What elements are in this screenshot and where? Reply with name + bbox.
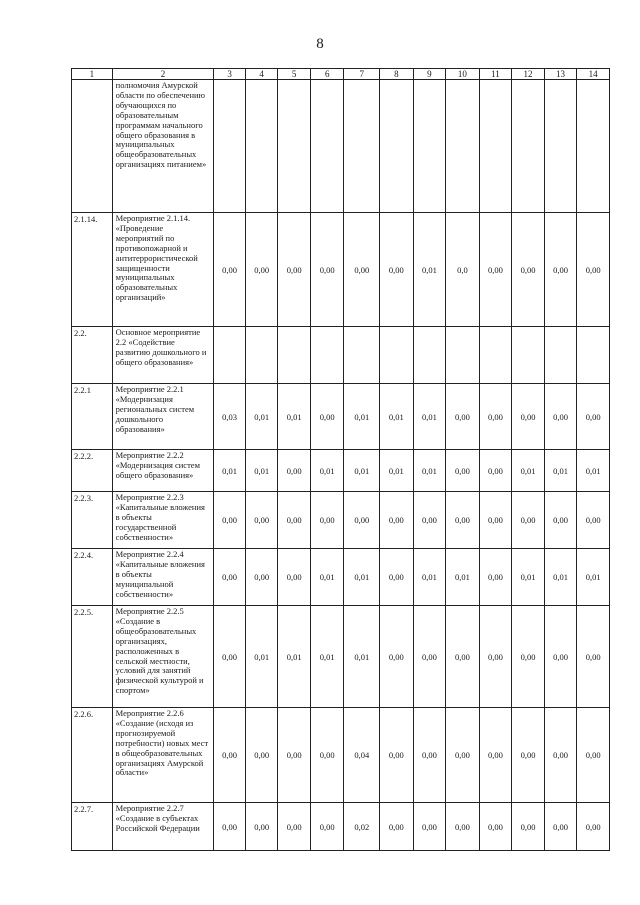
- value-cell: 0,00: [245, 708, 278, 803]
- value-cell: 0,01: [512, 549, 545, 606]
- row-number: 2.1.14.: [72, 213, 113, 327]
- column-header: 3: [214, 69, 246, 80]
- row-number: [72, 80, 113, 213]
- row-name: полномочия Амурской области по обеспечению обучающихся по образовательным программам начального общего образования в муниципальных общеобразовательных организациях питанием»: [112, 80, 214, 213]
- row-name: Мероприятие 2.2.4 «Капитальные вложения в объекты муниципальной собственности»: [112, 549, 214, 606]
- value-cell: 0,00: [310, 213, 344, 327]
- value-cell: 0,00: [380, 803, 414, 851]
- value-cell: [544, 80, 577, 213]
- value-cell: 0,00: [278, 549, 311, 606]
- row-name: Мероприятие 2.2.2 «Модернизация систем общего образования»: [112, 450, 214, 492]
- value-cell: [413, 80, 446, 213]
- value-cell: 0,00: [214, 708, 246, 803]
- row-name: Основное мероприятие 2.2 «Содействие развитию дошкольного и общего образования»: [112, 327, 214, 384]
- value-cell: 0,00: [214, 606, 246, 708]
- value-cell: 0,01: [577, 549, 610, 606]
- column-header: 5: [278, 69, 311, 80]
- value-cell: 0,00: [479, 213, 512, 327]
- value-cell: 0,00: [577, 606, 610, 708]
- column-header: 4: [245, 69, 278, 80]
- row-number: 2.2.5.: [72, 606, 113, 708]
- row-name: Мероприятие 2.2.5 «Создание в общеобразовательных организациях, расположенных в сельской местности, условий для занятий физической культурой и спортом»: [112, 606, 214, 708]
- value-cell: 0,01: [413, 384, 446, 450]
- value-cell: 0,00: [278, 708, 311, 803]
- value-cell: 0,01: [413, 213, 446, 327]
- value-cell: 0,00: [344, 213, 380, 327]
- value-cell: 0,01: [344, 450, 380, 492]
- value-cell: 0,00: [245, 213, 278, 327]
- table-row: [72, 606, 610, 708]
- value-cell: [310, 80, 344, 213]
- value-cell: 0,01: [577, 450, 610, 492]
- value-cell: 0,01: [245, 606, 278, 708]
- column-header: 10: [446, 69, 480, 80]
- value-cell: 0,01: [245, 384, 278, 450]
- row-number: 2.2.2.: [72, 450, 113, 492]
- value-cell: [380, 327, 414, 384]
- value-cell: 0,00: [479, 549, 512, 606]
- value-cell: [577, 80, 610, 213]
- value-cell: 0,01: [413, 450, 446, 492]
- value-cell: 0,01: [380, 450, 414, 492]
- value-cell: 0,01: [544, 549, 577, 606]
- value-cell: 0,01: [344, 549, 380, 606]
- value-cell: [344, 80, 380, 213]
- column-header: 6: [310, 69, 344, 80]
- value-cell: 0,0: [446, 213, 480, 327]
- value-cell: 0,00: [446, 384, 480, 450]
- row-number: 2.2.3.: [72, 492, 113, 549]
- value-cell: 0,00: [577, 708, 610, 803]
- value-cell: 0,00: [278, 803, 311, 851]
- value-cell: 0,00: [479, 803, 512, 851]
- column-header: 12: [512, 69, 545, 80]
- table-row: [72, 384, 610, 450]
- value-cell: [512, 80, 545, 213]
- value-cell: 0,00: [310, 708, 344, 803]
- value-cell: [413, 327, 446, 384]
- value-cell: 0,00: [512, 384, 545, 450]
- row-number: 2.2.4.: [72, 549, 113, 606]
- value-cell: 0,00: [512, 803, 545, 851]
- value-cell: [278, 327, 311, 384]
- value-cell: 0,00: [544, 803, 577, 851]
- value-cell: 0,00: [446, 708, 480, 803]
- value-cell: 0,03: [214, 384, 246, 450]
- value-cell: 0,00: [479, 492, 512, 549]
- column-header: 13: [544, 69, 577, 80]
- value-cell: 0,01: [344, 384, 380, 450]
- value-cell: 0,00: [310, 492, 344, 549]
- table-row: [72, 450, 610, 492]
- value-cell: 0,00: [380, 606, 414, 708]
- row-number: 2.2.7.: [72, 803, 113, 851]
- value-cell: 0,00: [544, 606, 577, 708]
- value-cell: [214, 327, 246, 384]
- table-row: [72, 327, 610, 384]
- value-cell: 0,00: [512, 606, 545, 708]
- value-cell: 0,00: [413, 606, 446, 708]
- value-cell: 0,01: [512, 450, 545, 492]
- value-cell: 0,00: [479, 708, 512, 803]
- value-cell: 0,00: [245, 549, 278, 606]
- value-cell: 0,00: [479, 450, 512, 492]
- value-cell: 0,00: [479, 384, 512, 450]
- value-cell: 0,01: [380, 384, 414, 450]
- value-cell: [344, 327, 380, 384]
- value-cell: 0,01: [214, 450, 246, 492]
- value-cell: 0,00: [380, 213, 414, 327]
- column-header: 7: [344, 69, 380, 80]
- value-cell: 0,00: [577, 384, 610, 450]
- value-cell: 0,00: [278, 450, 311, 492]
- value-cell: 0,01: [278, 384, 311, 450]
- value-cell: 0,01: [344, 606, 380, 708]
- row-number: 2.2.1: [72, 384, 113, 450]
- table-row: [72, 803, 610, 851]
- value-cell: 0,01: [310, 606, 344, 708]
- column-header: 8: [380, 69, 414, 80]
- value-cell: 0,00: [446, 492, 480, 549]
- table-row: [72, 708, 610, 803]
- value-cell: 0,00: [544, 213, 577, 327]
- value-cell: [479, 80, 512, 213]
- table-row: [72, 492, 610, 549]
- value-cell: [380, 80, 414, 213]
- value-cell: 0,00: [544, 384, 577, 450]
- value-cell: 0,00: [413, 803, 446, 851]
- column-header: 9: [413, 69, 446, 80]
- table-row: [72, 213, 610, 327]
- value-cell: [245, 327, 278, 384]
- value-cell: 0,00: [380, 549, 414, 606]
- value-cell: 0,00: [214, 549, 246, 606]
- row-name: Мероприятие 2.2.3 «Капитальные вложения в объекты государственной собственности»: [112, 492, 214, 549]
- value-cell: [577, 327, 610, 384]
- value-cell: 0,00: [577, 213, 610, 327]
- value-cell: 0,00: [512, 492, 545, 549]
- value-cell: 0,00: [245, 492, 278, 549]
- table-row: [72, 80, 610, 213]
- value-cell: 0,00: [446, 606, 480, 708]
- value-cell: 0,00: [245, 803, 278, 851]
- value-cell: 0,00: [512, 708, 545, 803]
- value-cell: 0,00: [413, 708, 446, 803]
- indicators-table: [71, 68, 610, 851]
- value-cell: [544, 327, 577, 384]
- value-cell: [245, 80, 278, 213]
- value-cell: 0,00: [278, 492, 311, 549]
- value-cell: 0,00: [214, 213, 246, 327]
- value-cell: 0,02: [344, 803, 380, 851]
- value-cell: 0,00: [380, 708, 414, 803]
- value-cell: 0,00: [512, 213, 545, 327]
- header-row: [72, 69, 610, 80]
- value-cell: [214, 80, 246, 213]
- value-cell: [446, 327, 480, 384]
- row-name: Мероприятие 2.1.14. «Проведение мероприятий по противопожарной и антитеррористической защищенности муниципальных образовательных организаций»: [112, 213, 214, 327]
- value-cell: 0,01: [278, 606, 311, 708]
- value-cell: 0,01: [544, 450, 577, 492]
- value-cell: 0,00: [544, 708, 577, 803]
- value-cell: 0,01: [245, 450, 278, 492]
- row-number: 2.2.: [72, 327, 113, 384]
- value-cell: 0,00: [278, 213, 311, 327]
- value-cell: 0,01: [446, 549, 480, 606]
- table-row: [72, 549, 610, 606]
- value-cell: 0,00: [577, 492, 610, 549]
- value-cell: 0,00: [310, 384, 344, 450]
- row-name: Мероприятие 2.2.7 «Создание в субъектах Российской Федерации: [112, 803, 214, 851]
- row-name: Мероприятие 2.2.1 «Модернизация региональных систем дошкольного образования»: [112, 384, 214, 450]
- value-cell: 0,00: [446, 803, 480, 851]
- column-header: 14: [577, 69, 610, 80]
- value-cell: 0,01: [310, 450, 344, 492]
- value-cell: 0,00: [446, 450, 480, 492]
- value-cell: 0,01: [310, 549, 344, 606]
- value-cell: 0,00: [310, 803, 344, 851]
- row-number: 2.2.6.: [72, 708, 113, 803]
- value-cell: [446, 80, 480, 213]
- value-cell: [310, 327, 344, 384]
- column-header: 2: [112, 69, 214, 80]
- page-number: 8: [316, 36, 324, 52]
- value-cell: 0,00: [214, 492, 246, 549]
- value-cell: 0,00: [577, 803, 610, 851]
- value-cell: 0,00: [344, 492, 380, 549]
- value-cell: [278, 80, 311, 213]
- value-cell: 0,01: [413, 549, 446, 606]
- value-cell: [479, 327, 512, 384]
- value-cell: 0,00: [479, 606, 512, 708]
- column-header: 1: [72, 69, 113, 80]
- value-cell: 0,00: [413, 492, 446, 549]
- value-cell: 0,00: [544, 492, 577, 549]
- value-cell: 0,00: [380, 492, 414, 549]
- value-cell: 0,00: [214, 803, 246, 851]
- column-header: 11: [479, 69, 512, 80]
- value-cell: 0,04: [344, 708, 380, 803]
- value-cell: [512, 327, 545, 384]
- row-name: Мероприятие 2.2.6 «Создание (исходя из прогнозируемой потребности) новых мест в общеобразовательных организациях Амурской области»: [112, 708, 214, 803]
